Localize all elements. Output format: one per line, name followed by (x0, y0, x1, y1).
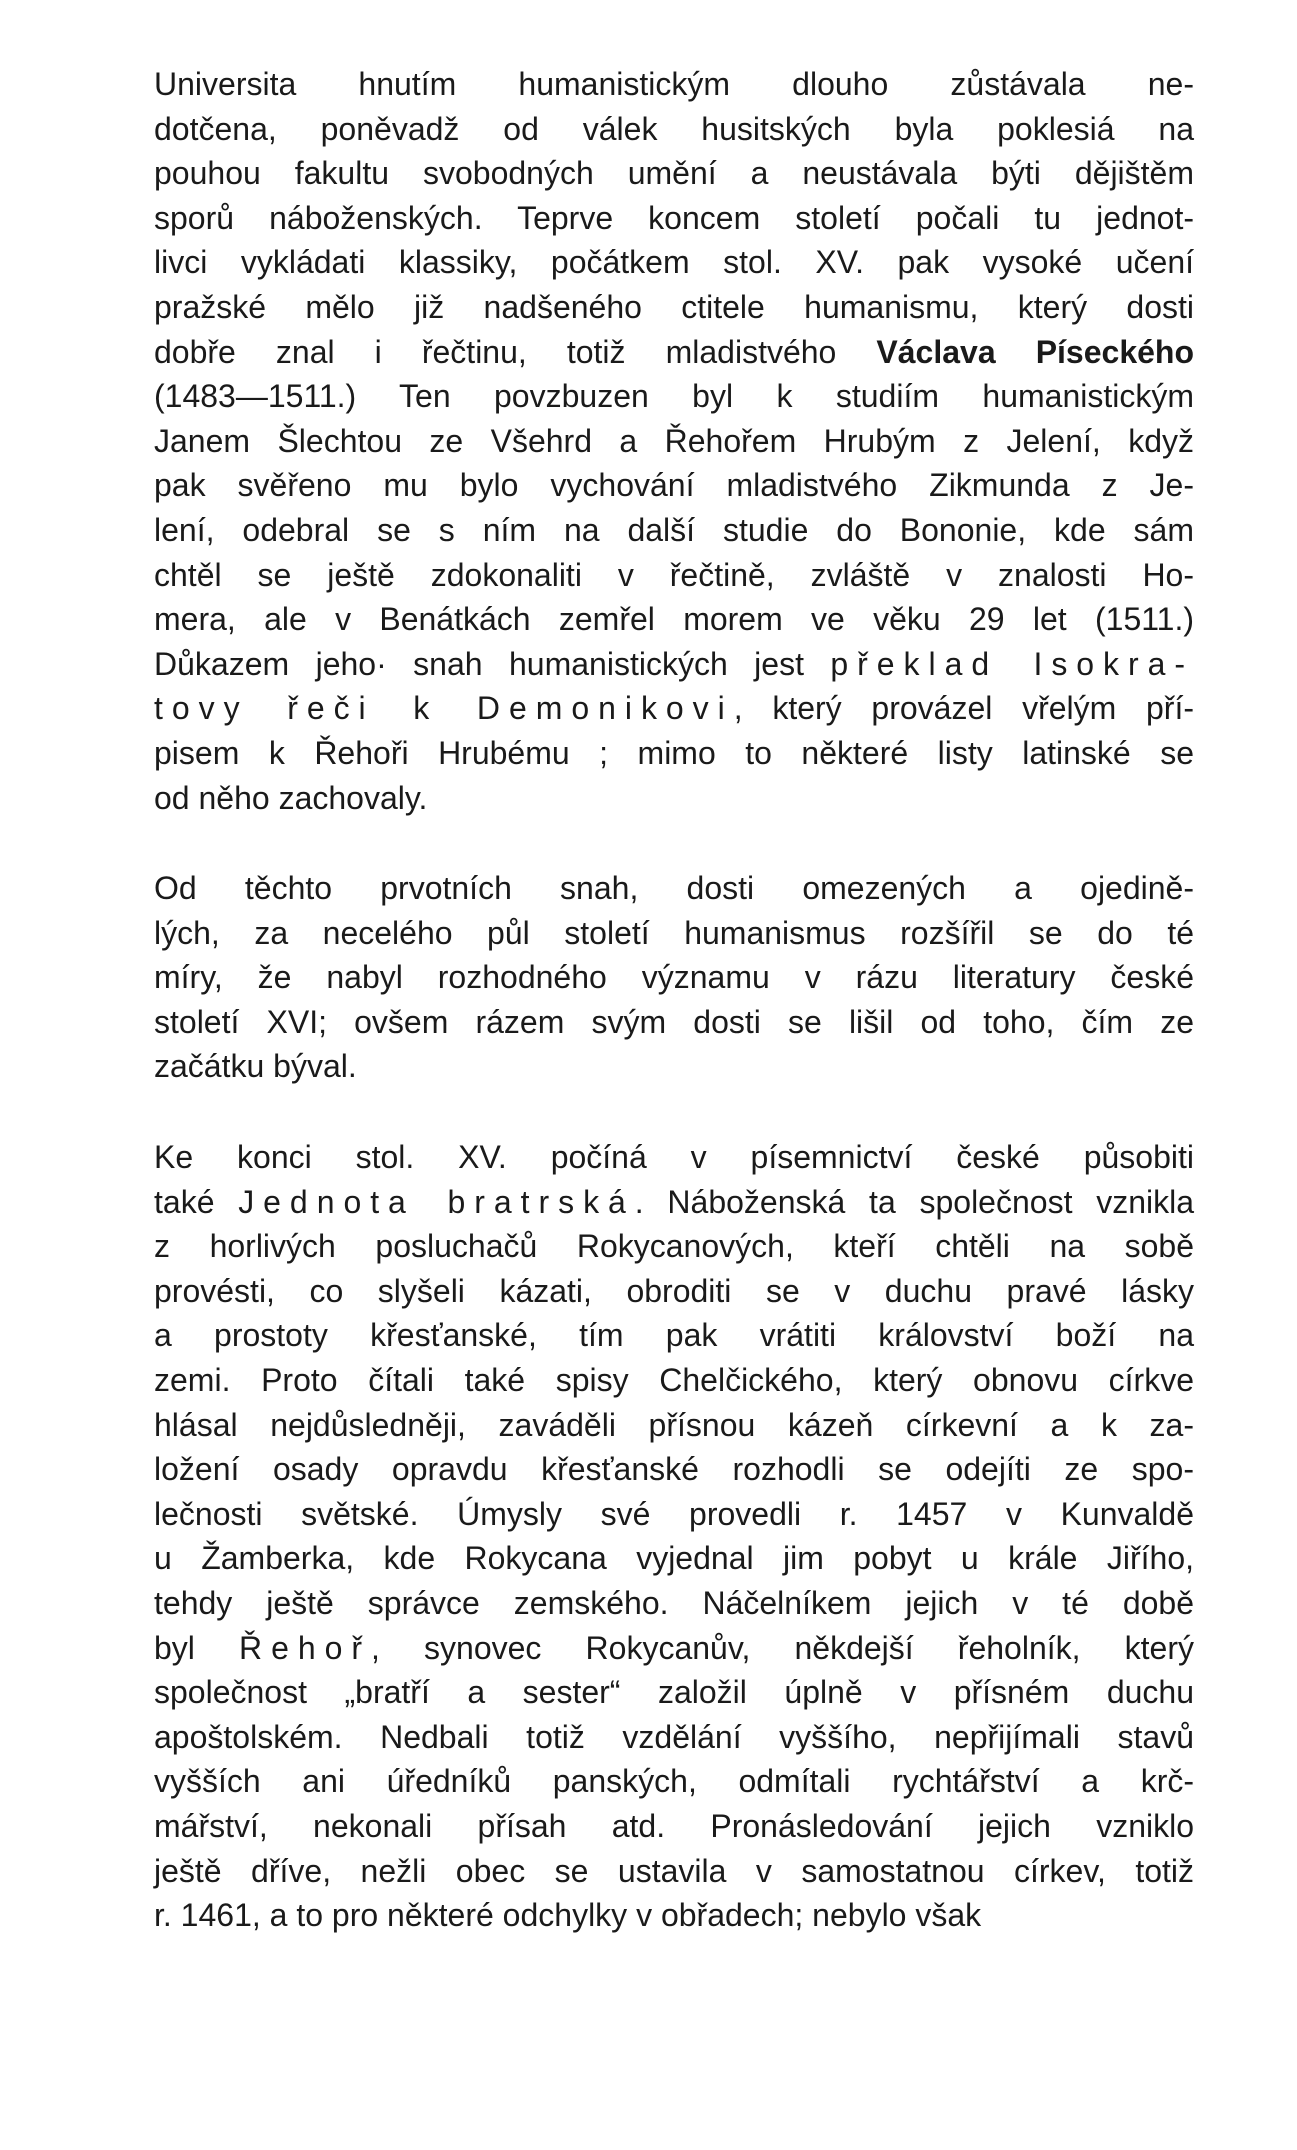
spaced-emphasis: Jednota bratrská (238, 1183, 635, 1220)
text-run: tehdy ještě správce zemského. Náčelníkem jejich v té době (154, 1585, 1194, 1621)
text-run: provésti, co slyšeli kázati, obroditi se v duchu pravé lásky (154, 1272, 1194, 1309)
text-run: začátku býval. (154, 1048, 357, 1085)
text-line (154, 686, 1194, 731)
text-run: lečnosti světské. Úmysly své provedli r. 1457 v Kunvaldě (154, 1495, 1194, 1532)
text-run: století XVI; ovšem rázem svým dosti se lišil od toho, čím ze (154, 1003, 1194, 1040)
text-line (154, 508, 1194, 553)
text-run: lení, odebral se s ním na další studie do Bononie, kde sám (154, 511, 1194, 548)
text-line (154, 330, 1194, 375)
text-run: vyšších ani úředníků panských, odmítali rychtářství a krč- (154, 1763, 1194, 1800)
text-line (154, 1135, 1194, 1180)
text-run: u Žamberka, kde Rokycana vyjednal jim pobyt u krále Jiřího, (154, 1540, 1194, 1577)
text-run: a prostoty křesťanské, tím pak vrátiti království boží na (154, 1317, 1194, 1354)
text-line (154, 196, 1194, 241)
text-run: lých, za neceléhο půl století humanismus rozšířil se do té (154, 914, 1194, 951)
text-run: zemi. Proto čítali také spisy Chelčického, který obnovu církve (154, 1362, 1194, 1399)
text-run: Ke konci stol. XV. počíná v písemnictví české působiti (154, 1139, 1194, 1176)
text-run: Janem Šlechtou ze Všehrd a Řehořem Hrubým z Jelení, když (154, 422, 1194, 459)
text-line (154, 62, 1194, 107)
text-line (154, 1224, 1194, 1269)
text-line (154, 1581, 1194, 1626)
text-line (154, 1403, 1194, 1448)
text-line (154, 1536, 1194, 1581)
text-line (154, 1849, 1194, 1894)
text-run: pisem k Řehoři Hrubému ; mimo to některé listy latinské se (154, 734, 1194, 771)
text-run: hlásal nejdůsledněji, zaváděli přísnou kázeň církevní a k za- (154, 1406, 1194, 1443)
text-run: Důkazem jeho· snah humanistických jest (154, 645, 831, 682)
text-run: pak svěřeno mu bylo vychování mladistvého Zikmunda z Je- (154, 467, 1194, 504)
text-line (154, 955, 1194, 1000)
text-line (154, 1759, 1194, 1804)
text-run: chtěl se ještě zdokonaliti v řečtině, zvláště v znalosti Ho- (154, 556, 1194, 593)
spaced-emphasis: tovy řeči k Demonikovi (154, 690, 734, 727)
text-line (154, 642, 1194, 687)
text-line (154, 419, 1194, 464)
bold-name: Václava Píseckého (876, 333, 1194, 370)
text-run: apoštolském. Nedbali totiž vzdělání vyššího, nepřijímali stavů (154, 1718, 1194, 1755)
paragraph (154, 866, 1194, 1089)
text-line (154, 285, 1194, 330)
text-run: dobře znal i řečtinu, totiž mladistvého (154, 333, 877, 370)
text-line (154, 1626, 1194, 1671)
text-run: mera, ale v Benátkách zemřel morem ve věku 29 let (1511.) (154, 601, 1194, 638)
text-line (154, 911, 1194, 956)
text-run: ložení osady opravdu křesťanské rozhodli se odejíti ze spo- (154, 1451, 1194, 1488)
text-line (154, 151, 1194, 196)
text-line (154, 1715, 1194, 1760)
text-line (154, 597, 1194, 642)
text-line (154, 374, 1194, 419)
text-line (154, 1269, 1194, 1314)
text-run: míry, že nabyl rozhodného významu v rázu literatury české (154, 959, 1194, 996)
text-run: , synovec Rokycanův, někdejší řeholník, který (371, 1629, 1195, 1666)
text-run: sporů náboženských. Teprve koncem století počali tu jednot- (154, 199, 1194, 236)
spaced-emphasis: Řehoř (239, 1629, 372, 1666)
text-line (154, 553, 1194, 598)
text-line (154, 240, 1194, 285)
text-line (154, 731, 1194, 776)
text-run: pouhou fakultu svobodných umění a neustávala býti dějištěm (154, 155, 1194, 192)
text-line (154, 1492, 1194, 1537)
text-run: pražské mělo již nadšeného ctitele humanismu, který dosti (154, 288, 1194, 325)
text-run: mářství, nekonali přísah atd. Pronásledování jejich vzniklo (154, 1807, 1194, 1844)
text-line (154, 1180, 1194, 1225)
text-line (154, 1313, 1194, 1358)
text-run: od něho zachovaly. (154, 779, 428, 816)
text-run: také (154, 1183, 239, 1220)
text-run: r. 1461, a to pro některé odchylky v obřadech; nebylo však (154, 1897, 982, 1934)
text-run: , který provázel vřelým pří- (733, 690, 1195, 727)
text-line (154, 1000, 1194, 1045)
text-line (154, 776, 1194, 821)
text-line (154, 1447, 1194, 1492)
spaced-emphasis: překlad Isokra- (830, 645, 1195, 682)
text-line (154, 866, 1194, 911)
text-run: Universita hnutím humanistickým dlouho zůstávala ne- (154, 66, 1194, 102)
page-text (154, 62, 1194, 1938)
text-run: ještě dříve, nežli obec se ustavila v samostatnou církev, totiž (154, 1852, 1194, 1889)
text-run: z horlivých posluchačů Rokycanových, kteří chtěli na sobě (154, 1228, 1194, 1265)
text-line (154, 463, 1194, 508)
text-run: (1483—1511.) Ten povzbuzen byl k studiím humanistickým (154, 378, 1194, 415)
text-run: dotčena, poněvadž od válek husitských byla poklesiá na (154, 110, 1194, 147)
text-run: . Náboženská ta společnost vznikla (634, 1183, 1194, 1220)
text-line (154, 1670, 1194, 1715)
text-line (154, 107, 1194, 152)
text-run: livci vykládati klassiky, počátkem stol. XV. pak vysoké učení (154, 244, 1194, 281)
text-line (154, 1893, 1194, 1938)
paragraph (154, 1135, 1194, 1938)
paragraph (154, 62, 1194, 820)
text-line (154, 1804, 1194, 1849)
text-line (154, 1358, 1194, 1403)
text-run: byl (154, 1629, 240, 1666)
text-run: Od těchto prvotních snah, dosti omezených a ojedině- (154, 870, 1194, 907)
text-line (154, 1044, 1194, 1089)
text-run: společnost „bratří a sester“ založil úplně v přísném duchu (154, 1674, 1194, 1711)
